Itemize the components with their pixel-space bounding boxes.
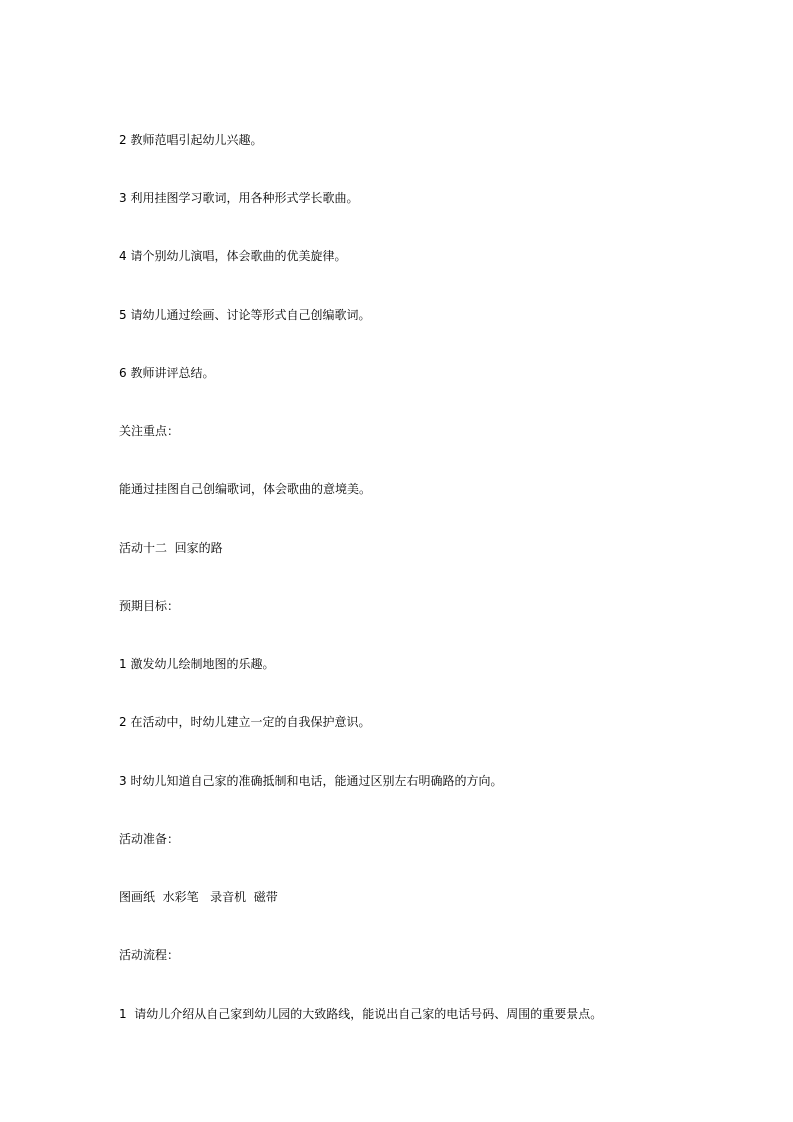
process-step-1-paragraph: 1 请幼儿介绍从自己家到幼儿园的大致路线，能说出自己家的电话号码、周围的重要景点。 <box>119 1007 603 1021</box>
focus-heading: 关注重点： <box>119 424 180 438</box>
goal-3-paragraph: 3 时幼儿知道自己家的准确抵制和电话，能通过区别左右明确路的方向。 <box>119 774 503 788</box>
goal-2-paragraph: 2 在活动中，时幼儿建立一定的自我保护意识。 <box>119 715 371 729</box>
step-2-paragraph: 2 教师范唱引起幼儿兴趣。 <box>119 133 263 147</box>
focus-paragraph: 能通过挂图自己创编歌词，体会歌曲的意境美。 <box>119 482 372 496</box>
step-5-paragraph: 5 请幼儿通过绘画、讨论等形式自己创编歌词。 <box>119 308 371 322</box>
process-heading: 活动流程： <box>119 948 180 962</box>
preparation-heading: 活动准备： <box>119 832 180 846</box>
step-6-paragraph: 6 教师讲评总结。 <box>119 366 215 380</box>
goal-1-paragraph: 1 激发幼儿绘制地图的乐趣。 <box>119 657 275 671</box>
step-3-paragraph: 3 利用挂图学习歌词，用各种形式学长歌曲。 <box>119 191 359 205</box>
preparation-materials: 图画纸 水彩笔 录音机 磁带 <box>119 890 278 904</box>
activity-twelve-title: 活动十二 回家的路 <box>119 541 223 555</box>
goals-heading: 预期目标： <box>119 599 180 613</box>
step-4-paragraph: 4 请个别幼儿演唱，体会歌曲的优美旋律。 <box>119 249 347 263</box>
